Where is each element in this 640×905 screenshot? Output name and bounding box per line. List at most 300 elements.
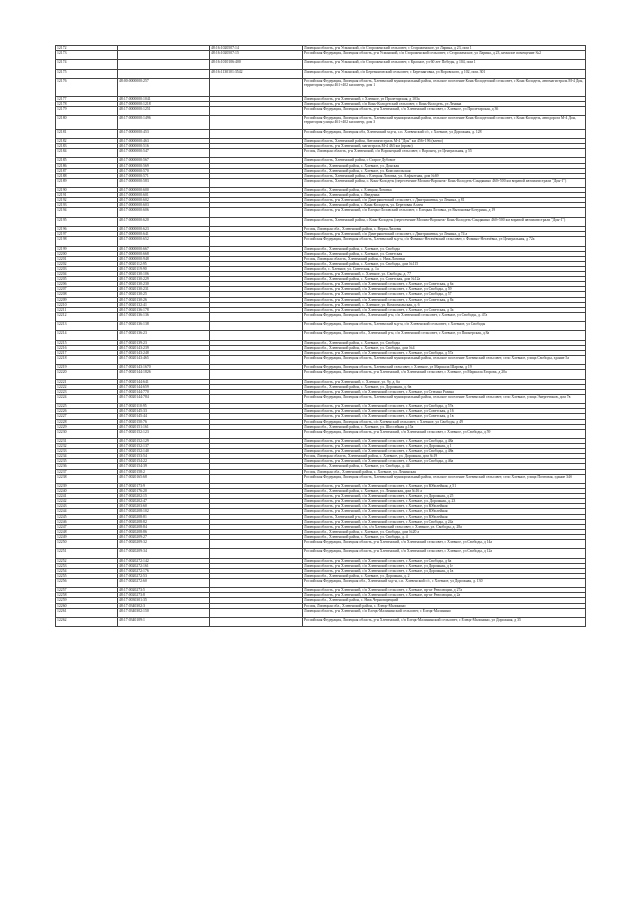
row-number-cell: 12217 xyxy=(56,350,118,355)
table-row xyxy=(56,578,586,587)
register-table-body xyxy=(56,46,586,627)
address-cell: Липецкая обл., Хлевенский район, с. Хлевное, ул. Свободы, дом №115 xyxy=(303,261,586,266)
address-cell: Липецкая область, р-н Хлевенский, с/п Хлевенский сельсовет, с Хлевное, ул Свободы, д 48а xyxy=(303,438,586,443)
cadastral-number-cell: 48:17:0020273:5 xyxy=(118,588,210,593)
address-cell: Липецкая область, р-н Хлевенский, с. Хлевное, ул. 9у, д. 6а xyxy=(303,379,586,384)
address-cell: Липецкая область, р-н Хлевенский, с/п Хлевенский сельсовет, с Хлевное, ул Дорожная, д 25 xyxy=(303,494,586,499)
row-number-cell: 12209 xyxy=(56,297,118,302)
cadastral-number-cell: 48:17:0020202:15 xyxy=(118,494,210,499)
row-number-cell: 12176 xyxy=(56,78,118,96)
address-cell: Российская Федерация, Липецкая область, Хлевенский муниципальный район, сельское поселение Хлевенский сельсовет, село Хлевное, улица Энергетиков, дом 7в xyxy=(303,394,586,403)
cadastral-number-cell: 48:17:0020272:142 xyxy=(118,558,210,563)
address-cell: Российская Федерация, Липецкая область, с/п Хлевенский сельсовет, с Хлевное, ул Свободы, д 49 xyxy=(303,419,586,424)
address-cell: Липецкая обл., Хлевенский район, с. Хлевное, ул. Ленинская, дом №16 а xyxy=(303,489,586,494)
object-number-cell xyxy=(210,608,303,617)
address-cell: Липецкая область, р-н Хлевенский, с/п Хлевенский сельсовет, с Хлевное, ул Степана Разина xyxy=(303,389,586,394)
table-row xyxy=(56,69,586,78)
table-row xyxy=(56,370,586,379)
table-row xyxy=(56,178,586,187)
cadastral-number-cell: 48:17:0020144:1826 xyxy=(118,370,210,379)
table-row xyxy=(56,539,586,548)
row-number-cell: 12228 xyxy=(56,419,118,424)
address-cell: Липецкая обл., Хлевенский район, с. Ниж.Чернопорецкий xyxy=(303,598,586,603)
cadastral-number-cell: 48:17:0020144:641 xyxy=(118,379,210,384)
row-number-cell: 12241 xyxy=(56,494,118,499)
address-cell: Липецкая область, р-н Хлевенский, с/п Хлевенский сельсовет, с Хлевное, ул Дорожная, д 1в xyxy=(303,568,586,573)
cadastral-number-cell: 48:17:0020143:1670 xyxy=(118,365,210,370)
address-cell: Липецкая обл., Хлевенский район, с. Хлевное, ул. Шоссейная д.15а xyxy=(303,424,586,429)
row-number-cell: 12230 xyxy=(56,429,118,438)
table-row xyxy=(56,608,586,617)
row-number-cell: 12206 xyxy=(56,282,118,287)
row-number-cell: 12258 xyxy=(56,593,118,598)
cadastral-number-cell: 48:17:0020208:84 xyxy=(118,524,210,529)
address-cell: Липецкая обл., Хлевенский район, с. Хлевное, ул. Советская xyxy=(303,251,586,256)
cadastral-number-cell: 48:17:0020136:138 xyxy=(118,322,210,331)
row-number-cell: 12233 xyxy=(56,449,118,454)
row-number-cell: 12247 xyxy=(56,524,118,529)
row-number-cell: 12207 xyxy=(56,287,118,292)
address-cell: Липецкая область, Хлевенский район, с Елецкая Лозовка, ул. Алфызтная, дом №69 xyxy=(303,173,586,178)
row-number-cell: 12200 xyxy=(56,251,118,256)
cadastral-number-cell: 48:17:0020208:86 xyxy=(118,529,210,534)
row-number-cell: 12202 xyxy=(56,261,118,266)
cadastral-number-cell: 48:17:0000000:623 xyxy=(118,227,210,232)
row-number-cell: 12185 xyxy=(56,158,118,163)
cadastral-number-cell: 48:17:0020132:41 xyxy=(118,302,210,307)
table-row xyxy=(56,429,586,438)
cadastral-number-cell xyxy=(118,69,210,78)
row-number-cell: 12201 xyxy=(56,256,118,261)
address-cell: Липецкая обл., Хлевенский район, с. Хлевное, ул. Донская xyxy=(303,163,586,168)
object-number-cell xyxy=(210,178,303,187)
row-number-cell: 12194 xyxy=(56,208,118,217)
cadastral-number-cell: 48:17:0340302:150 xyxy=(118,608,210,617)
address-cell: Липецкая область, р-н Хлевенский, с/п Хлевенский сельсовет, с Хлевное, ул Свободы, д 6а xyxy=(303,558,586,563)
row-number-cell: 12199 xyxy=(56,246,118,251)
address-cell: Липецкая область, р-н Хлевенский, с/п Хлевенский сельсовет, с Хлевное, ул. Дорожная, д. 23 xyxy=(303,499,586,504)
cadastral-number-cell: 48:17:0000000:547 xyxy=(118,149,210,158)
row-number-cell: 12246 xyxy=(56,519,118,524)
table-row xyxy=(56,549,586,558)
cadastral-number-cell: 48:17:0000000:667 xyxy=(118,246,210,251)
address-cell: Липецкая область, р-н Хлевенский, с/п Хлевенский сельсовет, с Хлевное, ул Юбилейная xyxy=(303,504,586,509)
cadastral-number-cell: 48:17:0020145:33 xyxy=(118,409,210,414)
row-number-cell: 12182 xyxy=(56,138,118,143)
address-cell: Российская Федерация, Липецкая область, Хлевенский муниципальный район, сельское поселение Хлевенский сельсовет, село Хлевное, улица Почтовая, здание 34б xyxy=(303,474,586,483)
cadastral-number-cell: 48:17:0020130:229 xyxy=(118,277,210,282)
row-number-cell: 12254 xyxy=(56,568,118,573)
cadastral-number-cell: 48:17:0020152:129 xyxy=(118,438,210,443)
address-cell: Российская Федерация, Липецкая область, р-н Усманский, с/п Стороженский сельсовет, с Стороженское, ул Ларина, д 23, нежилое помещение №2 xyxy=(303,51,586,60)
table-row xyxy=(56,208,586,217)
cadastral-number-cell: 48:17:0020110:95 xyxy=(118,404,210,409)
address-cell: Россия, Липецкая обл., Хлевенский район, с. Елецк-Малинино xyxy=(303,603,586,608)
address-cell: Российская Федерация, Липецкая область, р-н Хлевенский, с/п Хлевенский сельсовет, с Хлевное, ул Свободы, д 12а xyxy=(303,549,586,558)
cadastral-number-cell: 48:17:0020272:176 xyxy=(118,568,210,573)
table-row xyxy=(56,237,586,246)
row-number-cell: 12260 xyxy=(56,603,118,608)
cadastral-number-cell: 48:17:0000000:602 xyxy=(118,198,210,203)
address-cell: Липецкая область, Хлевенский район, Автомагистраль М-4 "Дон" км 456+196 (влево) xyxy=(303,138,586,143)
table-row xyxy=(56,394,586,403)
row-number-cell: 12218 xyxy=(56,355,118,364)
table-row xyxy=(56,60,586,69)
object-number-cell xyxy=(210,578,303,587)
cadastral-number-cell: 48:17:0000000:601 xyxy=(118,193,210,198)
cadastral-number-cell: 48:17:0020145:44 xyxy=(118,414,210,419)
address-cell: Липецкая обл., Хлевенский район, с. Елецкая Лозовка xyxy=(303,188,586,193)
row-number-cell: 12195 xyxy=(56,217,118,226)
row-number-cell: 12245 xyxy=(56,514,118,519)
row-number-cell: 12216 xyxy=(56,345,118,350)
cadastral-number-cell xyxy=(118,60,210,69)
object-number-cell xyxy=(210,429,303,438)
address-cell: Липецкая область, р-н Хлевенский, с/п Хлевенский сельсовет, с Хлевное, ул Свободы, д 46а xyxy=(303,459,586,464)
row-number-cell: 12198 xyxy=(56,237,118,246)
cadastral-number-cell: 48:17:0000000:516 xyxy=(118,144,210,149)
object-number-cell: 48:16:1020507:14 xyxy=(210,46,303,51)
cadastral-number-cell xyxy=(118,51,210,60)
table-row xyxy=(56,116,586,130)
address-cell: Липецкая область, р-н Хлевенский, с/п Хлевенский сельсовет, с Хлевное, ул Свободы, д 57 xyxy=(303,292,586,297)
cadastral-number-cell: 48:17:0000000:583 xyxy=(118,178,210,187)
table-row xyxy=(56,149,586,158)
cadastral-number-cell: 48:17:0020144:784 xyxy=(118,394,210,403)
address-cell: Российская Федерация, Липецкая обл., Хлевенский р-н, с/п Хлевенский сельсовет, с Хлевное, ул Пионерская, д 8а xyxy=(303,331,586,340)
row-number-cell: 12188 xyxy=(56,173,118,178)
object-number-cell xyxy=(210,370,303,379)
cadastral-number-cell: 48:17:0000000:1041 xyxy=(118,96,210,101)
cadastral-number-cell: 48:17:0030301:35 xyxy=(118,598,210,603)
address-cell: Российская Федерация, Липецкая область, Хлевенский муниципальный район, сельское поселение Конь-Колодезский сельсовет, с Конь-Колодезь, автомагистраль М-4 Дон, территория улицы 461+402 километр, дом 1 xyxy=(303,78,586,96)
cadastral-number-cell: 48:17:0000000:603 xyxy=(118,203,210,208)
address-cell: Российская Федерация, Липецкая область, Хлевенский муниципальный район, сельское поселение Конь-Колодезский сельсовет, с Конь-Колодезь, автодорога М-4 Дон, территория улицы 461+402 километр, дом 3 xyxy=(303,116,586,130)
cadastral-number-cell: 48:17:0020209:34 xyxy=(118,549,210,558)
address-cell: Липецкая область, Хлевенский р-н, с/п Хлевенский сельсовет, с Хлевное, ул Юбилейная xyxy=(303,514,586,519)
address-cell: Липецкая область, р-н Хлевенский, с/п Елецк-Малининский сельсовет, с Елецк-Малинино xyxy=(303,608,586,617)
address-cell: Липецкая область, р-н Хлевенский, с/п Хлевенский сельсовет, с Хлевное, ул Советская, д 16 xyxy=(303,409,586,414)
address-cell: Россия, Липецкая обл., Хлевенский район, с. Верхн.Лиловы xyxy=(303,227,586,232)
row-number-cell: 12259 xyxy=(56,598,118,603)
object-number-cell xyxy=(210,116,303,130)
cadastral-number-cell: 48:17:0000000:948 xyxy=(118,256,210,261)
cadastral-number-cell: 48:17:0020273:8 xyxy=(118,593,210,598)
row-number-cell: 12234 xyxy=(56,454,118,459)
row-number-cell: 12255 xyxy=(56,573,118,578)
row-number-cell: 12203 xyxy=(56,266,118,271)
row-number-cell: 12191 xyxy=(56,193,118,198)
row-number-cell: 12173 xyxy=(56,51,118,60)
address-cell: Липецкая область, р-н Хлевенский, с/п Конь-Колодезский сельсовет, с Конь-Колодезь, ул Ленина xyxy=(303,101,586,106)
row-number-cell: 12219 xyxy=(56,365,118,370)
cadastral-number-cell: 48:17:0020209:27 xyxy=(118,534,210,539)
row-number-cell: 12236 xyxy=(56,464,118,469)
cadastral-number-cell: 48:17:0020202:47 xyxy=(118,499,210,504)
row-number-cell: 12238 xyxy=(56,474,118,483)
row-number-cell: 12239 xyxy=(56,483,118,488)
address-cell: Российская Федерация, Липецкая обл, Хлевенский м.р-н, с.п. Хлевенский с/с, с Хлевное, ул Дорожная, д. 128 xyxy=(303,129,586,138)
row-number-cell: 12179 xyxy=(56,106,118,115)
object-number-cell xyxy=(210,217,303,226)
cadastral-number-cell: 48:17:0000000:569 xyxy=(118,163,210,168)
address-cell: Липецкая обл., Хлевенский район, с. Хлевное, ул. Свободы xyxy=(303,340,586,345)
cadastral-number-cell: 48:00:0000000:257 xyxy=(118,78,210,96)
object-number-cell xyxy=(210,355,303,364)
cadastral-number-cell: 48:17:0020272:161 xyxy=(118,563,210,568)
address-cell: Липецкая область, р-н Хлевенский, с/п Дмитряшевский сельсовет, с Дмитряшевка, ул Ленина, д 74 а xyxy=(303,232,586,237)
table-row xyxy=(56,129,586,138)
address-cell: Липецкая область, р-н Хлевенский, с/п Хлевенский сельсовет, с Хлевное, пр-кт Революции, д 2а xyxy=(303,593,586,598)
row-number-cell: 12193 xyxy=(56,203,118,208)
row-number-cell: 12214 xyxy=(56,331,118,340)
row-number-cell: 12210 xyxy=(56,302,118,307)
address-cell: Липецкая обл., Хлевенский район, с. Хлевное, ул. Свободы, дом №20 а xyxy=(303,529,586,534)
row-number-cell: 12184 xyxy=(56,149,118,158)
address-cell: Липецкая область, Хлевенский район, с. Конь-Колодезь (пересечение Москва-Воронеж- Конь-Колодезь-Синдякино 460+500 км вправой автомагистрали "Дон-1") xyxy=(303,178,586,187)
object-number-cell: 48:16:1020507:15 xyxy=(210,51,303,60)
table-row xyxy=(56,106,586,115)
cadastral-number-cell: 48:17:0020208:82 xyxy=(118,519,210,524)
cadastral-number-cell: 48:17:0000000:1218 xyxy=(118,101,210,106)
address-cell: Липецкая область, р-н Хлевенский, с/п Хлевенский сельсовет, с Хлевное, ул Юбилейная xyxy=(303,509,586,514)
cadastral-number-cell: 48:17:0020203:60 xyxy=(118,504,210,509)
row-number-cell: 12226 xyxy=(56,409,118,414)
address-cell: Россия, Липецкая обл., Хлевенский район, с. Хлевное, ул. Ленинская xyxy=(303,469,586,474)
row-number-cell: 12222 xyxy=(56,384,118,389)
row-number-cell: 12180 xyxy=(56,116,118,130)
cadastral-number-cell: 48:17:0020208:102 xyxy=(118,509,210,514)
address-cell: Российская Федерация, Липецкая область, р-н Хлевенский, с/п Хлевенский сельсовет, с Хлевное, ул Свободы, д 59 xyxy=(303,429,586,438)
cadastral-number-cell: 48:17:0020144:770 xyxy=(118,389,210,394)
row-number-cell: 12175 xyxy=(56,69,118,78)
cadastral-number-cell: 48:17:0000000:652 xyxy=(118,237,210,246)
cadastral-number-cell: 48:17:0020143:239 xyxy=(118,345,210,350)
table-row xyxy=(56,331,586,340)
row-number-cell: 12248 xyxy=(56,529,118,534)
table-row xyxy=(56,322,586,331)
cadastral-number-cell: 48:17:0020136:136 xyxy=(118,312,210,321)
address-cell: Липецкая область, Хлевенский район, с Конь-Колодезь (пересечение Москва-Воронеж- Конь-Колодезь-Синдякино 460+500 км вправой автомагистрали "Дон-1") xyxy=(303,217,586,226)
object-number-cell xyxy=(210,394,303,403)
address-cell: Липецкая обл., Хлевенский район, с. Хлевное, ул. Свободы, д. 4 xyxy=(303,534,586,539)
address-cell: Российская Федерация, Липецкая область, Хлевенский м.р-н, с/п Фомино-Негачёвский сельсовет, с Фомино-Негачёвка, ул Центральная, д 72а xyxy=(303,237,586,246)
cadastral-number-cell: 48:17:0000000:567 xyxy=(118,158,210,163)
row-number-cell: 12174 xyxy=(56,60,118,69)
row-number-cell: 12240 xyxy=(56,489,118,494)
address-cell: Россия, Липецкая область, Хлевенский район, с. Ниж.Лазовки xyxy=(303,256,586,261)
row-number-cell: 12261 xyxy=(56,608,118,617)
cadastral-number-cell: 48:17:0000000:668 xyxy=(118,251,210,256)
table-row xyxy=(56,78,586,96)
row-number-cell: 12192 xyxy=(56,198,118,203)
object-number-cell xyxy=(210,539,303,548)
cadastral-number-cell: 48:17:0020151:161 xyxy=(118,424,210,429)
cadastral-number-cell: 48:17:0000000:620 xyxy=(118,217,210,226)
address-cell: Российская Федерация, Липецкая область, р-н Хлевенский, с/п Хлевенский сельсовет, с Хлевное, ул Свободы, д 14а xyxy=(303,539,586,548)
address-cell: Липецкая область, р-н Хлевенский, с/п Хлевенский сельсовет, с Хлевное, ул Дорожная, д 1г xyxy=(303,563,586,568)
cadastral-number-cell: 48:17:0020143:465 xyxy=(118,355,210,364)
address-cell: Липецкая область, р-н Хлевенский, с/п Хлевенский сельсовет, с Хлевное, ул Дорожная, д 1 xyxy=(303,444,586,449)
row-number-cell: 12211 xyxy=(56,307,118,312)
address-cell: Липецкая область, р-н Усманский, с/п Стороженский сельсовет, с Стороженское, ул Ларина, д 23, пом 1 xyxy=(303,46,586,51)
object-number-cell xyxy=(210,322,303,331)
cadastral-number-cell: 48:17:0020130:230 xyxy=(118,282,210,287)
cadastral-number-cell: 48:17:0020136:23 xyxy=(118,331,210,340)
cadastral-number-cell: 48:17:0020130:106 xyxy=(118,272,210,277)
address-cell: Липецкая обл., Хлевенский район, с. Хлевное, ул. Свободы, дом №4 xyxy=(303,345,586,350)
row-number-cell: 12256 xyxy=(56,578,118,587)
row-number-cell: 12197 xyxy=(56,232,118,237)
address-cell: Липецкая область, р-н Хлевенский, с/п Хлевенский сельсовет, с Хлевное, ул Свободы, д 57в xyxy=(303,404,586,409)
row-number-cell: 12257 xyxy=(56,588,118,593)
row-number-cell: 12262 xyxy=(56,617,118,626)
object-number-cell xyxy=(210,129,303,138)
table-row xyxy=(56,355,586,364)
row-number-cell: 12231 xyxy=(56,438,118,443)
cadastral-number-cell: 48:17:0020119:90 xyxy=(118,266,210,271)
address-cell: Липецкая обл., Хлевенский район, с. Хлевное, ул. Советская, дом №12а xyxy=(303,277,586,282)
cadastral-number-cell: 48:17:0000000:600 xyxy=(118,188,210,193)
object-number-cell xyxy=(210,617,303,626)
address-cell: Липецкая обл., Хлевенский район, с. Введенка xyxy=(303,193,586,198)
row-number-cell: 12215 xyxy=(56,340,118,345)
row-number-cell: 12253 xyxy=(56,563,118,568)
row-number-cell: 12251 xyxy=(56,549,118,558)
object-number-cell xyxy=(210,474,303,483)
row-number-cell: 12205 xyxy=(56,277,118,282)
address-cell: Липецкая область, р-н Хлевенский, с Хлевное, ул Пролетарская, д 103а xyxy=(303,96,586,101)
row-number-cell: 12250 xyxy=(56,539,118,548)
cadastral-number-cell: 48:17:0020143:248 xyxy=(118,350,210,355)
address-cell: Липецкая область, р-н Усманский, с/п Стороженский сельсовет, с Красное, ул 60 лет Победы, д 104, пом 1 xyxy=(303,60,586,69)
row-number-cell: 12177 xyxy=(56,96,118,101)
address-cell: Липецкая область, р-н Хлевенский, с/п Хлевенский сельсовет, с Хлевное, ул Юбилейная, д 51 xyxy=(303,483,586,488)
address-cell: Липецкая обл., Хлевенский район, с. Хлевное, ул. Дорожная, д. 2 xyxy=(303,573,586,578)
cadastral-number-cell: 48:17:0020130:25 xyxy=(118,292,210,297)
cadastral-number-cell: 48:17:0020152:137 xyxy=(118,444,210,449)
row-number-cell: 12243 xyxy=(56,504,118,509)
cadastral-number-cell: 48:17:0000000:641 xyxy=(118,232,210,237)
address-cell: Россия, Липецкая область, Хлевенский район, с. Хлевное, ул. Дорожная, дом №19 xyxy=(303,454,586,459)
address-cell: Липецкая область, р-н Хлевенский, магистраль М-4 463 км (право) xyxy=(303,144,586,149)
object-number-cell xyxy=(210,331,303,340)
cadastral-number-cell: 48:17:0000000:571 xyxy=(118,173,210,178)
row-number-cell: 12181 xyxy=(56,129,118,138)
row-number-cell: 12220 xyxy=(56,370,118,379)
row-number-cell: 12249 xyxy=(56,534,118,539)
row-number-cell: 12189 xyxy=(56,178,118,187)
cadastral-number-cell: 48:17:0020130:26 xyxy=(118,297,210,302)
address-cell: Липецкая область, р-н Хлевенский, с/п Хлевенский сельсовет, с Хлевное, ул Советская, д 1в xyxy=(303,414,586,419)
table-row xyxy=(56,617,586,626)
row-number-cell: 12225 xyxy=(56,404,118,409)
cadastral-number-cell: 48:17:0020153:54 xyxy=(118,454,210,459)
address-cell: Российская Федерация, Липецкая область, Хлевенский сельсовет, с Хлевное, ул Маршала Шарова, д 19 xyxy=(303,365,586,370)
address-cell: Липецкая область, р-н Хлевенский, с/п Хлевенский сельсовет, с Хлевное, ул Советская, д 6а xyxy=(303,282,586,287)
row-number-cell: 12208 xyxy=(56,292,118,297)
table-row xyxy=(56,312,586,321)
cadastral-number-cell: 48:17:0020272:60 xyxy=(118,578,210,587)
address-cell: Российская Федерация, Липецкая обл., Хлевенский м.р-н, с.п. Хлевенский с/с, с Хлевное, ул Дорожная, д. 130 xyxy=(303,578,586,587)
cadastral-number-cell: 48:17:0020112:95 xyxy=(118,261,210,266)
address-cell: Липецкая область, р-н Хлевенский, с/п Хлевенский сельсовет, с Хлевное, ул Свободы, д 59 xyxy=(303,287,586,292)
cadastral-number-cell: 48:17:0000000:570 xyxy=(118,168,210,173)
cadastral-number-cell: 48:17:0020152:140 xyxy=(118,449,210,454)
address-cell: Липецкая обл, с. Хлевное, ул. Советская, д. 1а xyxy=(303,266,586,271)
address-cell: Липецкая область, р-н Хлевенский, с/п Хлевенский сельсовет, с Хлевное, ул Свободы, д 48в xyxy=(303,449,586,454)
cadastral-number-cell: 48:17:0340109:1 xyxy=(118,617,210,626)
cadastral-number-cell: 48:17:0020152:123 xyxy=(118,429,210,438)
cadastral-number-cell: 48:17:0020139:23 xyxy=(118,340,210,345)
object-number-cell xyxy=(210,149,303,158)
row-number-cell: 12183 xyxy=(56,144,118,149)
table-row xyxy=(56,217,586,226)
address-cell: Липецкая область, р-н Усманский, с/п Березняговский сельсовет, с Березняговка, ул Воровского, д 102, пом. 301 xyxy=(303,69,586,78)
cadastral-number-cell: 48:17:0340302:3 xyxy=(118,603,210,608)
register-table xyxy=(55,45,586,627)
address-cell: Липецкая область, р-н Хлевенский, с/п, с/п Хлевенский сельсовет, с Хлевное, ул. Свободы, д. 28а xyxy=(303,524,586,529)
address-cell: Российская Федерация, Липецкая область, р-н Хлевенский, с/п Хлевенский сельсовет, с Хлевное, ул Маршала Егорова, д 20а xyxy=(303,370,586,379)
address-cell: Российская Федерация, Липецкая область, Хлевенский м.р-н, с/п Хлевенский сельсовет, с Хлевное, ул Свободы xyxy=(303,322,586,331)
row-number-cell: 12213 xyxy=(56,322,118,331)
cadastral-number-cell: 48:17:0020165:68 xyxy=(118,474,210,483)
row-number-cell: 12229 xyxy=(56,424,118,429)
cadastral-number-cell: 48:17:0020144:659 xyxy=(118,384,210,389)
row-number-cell: 12232 xyxy=(56,444,118,449)
object-number-cell xyxy=(210,237,303,246)
row-number-cell: 12196 xyxy=(56,227,118,232)
address-cell: Липецкая область, р-н Хлевенский, с/п Хлевенский сельсовет, с Хлевное, ул Советская, д 3а xyxy=(303,307,586,312)
table-row xyxy=(56,51,586,60)
row-number-cell: 12223 xyxy=(56,389,118,394)
cadastral-number-cell: 48:17:0020150:76 xyxy=(118,419,210,424)
row-number-cell: 12204 xyxy=(56,272,118,277)
row-number-cell: 12244 xyxy=(56,509,118,514)
address-cell: Липецкая область, Хлевенский район, с Старое Дубовое xyxy=(303,158,586,163)
object-number-cell xyxy=(210,208,303,217)
address-cell: Липецкая область, р-н Хлевенский, с/п Хлевенский сельсовет, с Хлевное, ул Свободы, д 57а xyxy=(303,350,586,355)
address-cell: Липецкая область, р-н Хлевенский, с. Хлевное, ул. Свободы, д. 77 xyxy=(303,272,586,277)
cadastral-number-cell: 48:17:0020154:22 xyxy=(118,459,210,464)
address-cell: Российская Федерация, Липецкая обл., Хлевенский р-н, с/п Хлевенский сельсовет, с Хлевное, ул Свободы, д. 47а xyxy=(303,312,586,321)
cadastral-number-cell: 48:17:0020158:2 xyxy=(118,469,210,474)
cadastral-number-cell: 48:17:0020130:231 xyxy=(118,287,210,292)
address-cell: Липецкая обл., Хлевенский район, с. Хлевное, ул. Свободы, д. 44 xyxy=(303,464,586,469)
row-number-cell: 12172 xyxy=(56,46,118,51)
row-number-cell: 12212 xyxy=(56,312,118,321)
object-number-cell xyxy=(210,106,303,115)
address-cell: Липецкая область, р-н Хлевенский, с/п Хлевенский сельсовет, с Хлевное, пр-кт Революции, д 27а xyxy=(303,588,586,593)
cadastral-number-cell: 48:17:0020208:81 xyxy=(118,514,210,519)
row-number-cell: 12224 xyxy=(56,394,118,403)
cadastral-number-cell: 48:17:0000000:1251 xyxy=(118,106,210,115)
object-number-cell xyxy=(210,549,303,558)
row-number-cell: 12221 xyxy=(56,379,118,384)
cadastral-number-cell: 48:17:0020154:39 xyxy=(118,464,210,469)
address-cell: Липецкая обл., Хлевенский район, с. Хлевное, ул. Свободы xyxy=(303,246,586,251)
object-number-cell: 48:16:1130101:3542 xyxy=(210,69,303,78)
address-cell: Липецкая область, р-н Хлевенский, с/п Хлевенский сельсовет, с Хлевное, ул Советская, д 8а xyxy=(303,297,586,302)
row-number-cell: 12252 xyxy=(56,558,118,563)
address-cell: Липецкая обл., Хлевенский район, с. Хлевное, ул. Дорожная, д. 6в xyxy=(303,384,586,389)
row-number-cell: 12227 xyxy=(56,414,118,419)
address-cell: Липецкая область, р-н Хлевенский, с/п Елецко-Лозовский сельсовет, с Елецкая Лозовка, ул Вытоновка-Ботурина, д 19 xyxy=(303,208,586,217)
row-number-cell: 12235 xyxy=(56,459,118,464)
row-number-cell: 12178 xyxy=(56,101,118,106)
row-number-cell: 12186 xyxy=(56,163,118,168)
address-cell: Российская Федерация, Липецкая область, р-н Хлевенский, с/п Елецк-Малининский сельсовет, с Елецк-Малинино, ул Дорожная, д 35 xyxy=(303,617,586,626)
